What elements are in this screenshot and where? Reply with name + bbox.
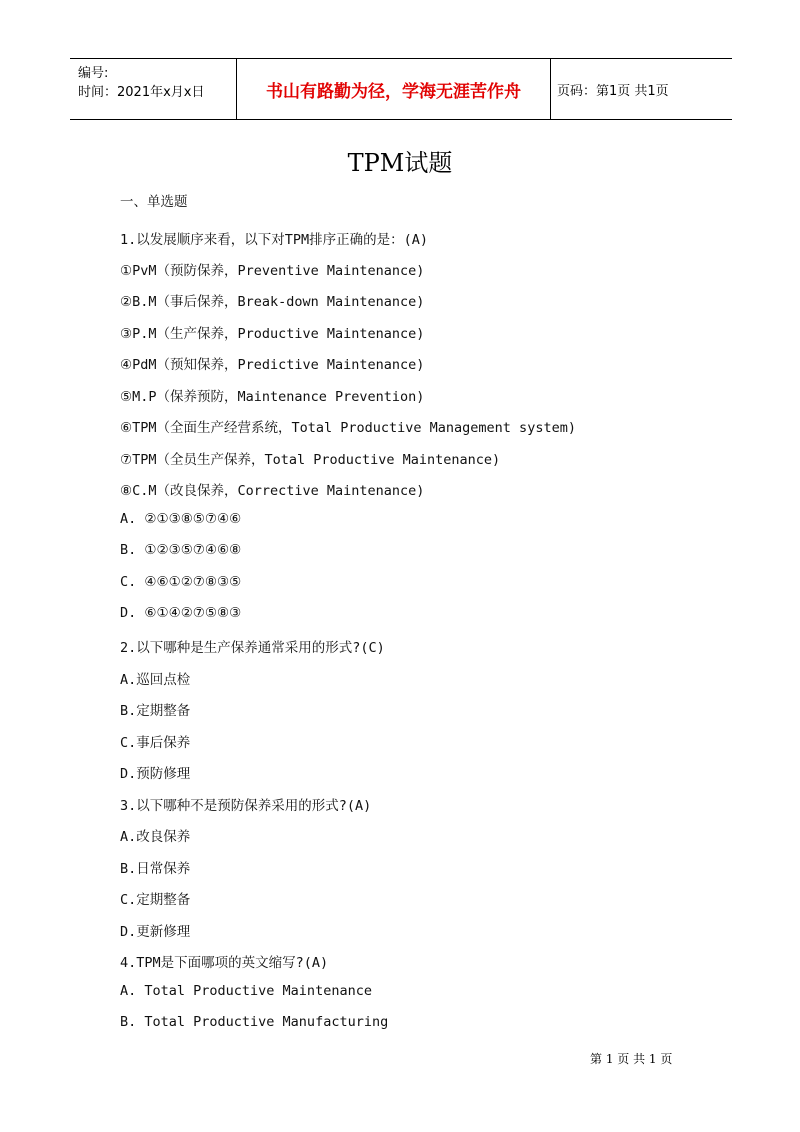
code-label: 编号: <box>78 66 109 81</box>
question-line: 2.以下哪种是生产保养通常采用的形式?(C) <box>120 640 385 656</box>
page-header <box>70 58 732 120</box>
option-line: ②B.M（事后保养，Break-down Maintenance) <box>120 294 425 310</box>
option-line: ⑧C.M（改良保养，Corrective Maintenance) <box>120 483 425 499</box>
answer-choice: A.巡回点检 <box>120 672 191 688</box>
section-heading: 一、单选题 <box>120 194 188 210</box>
option-line: ⑥TPM（全面生产经营系统，Total Productive Management system) <box>120 420 576 436</box>
answer-choice: A. ②①③⑧⑤⑦④⑥ <box>120 511 242 527</box>
option-line: ⑤M.P（保养预防，Maintenance Prevention) <box>120 389 425 405</box>
question-line: 3.以下哪种不是预防保养采用的形式?(A) <box>120 798 372 814</box>
answer-choice: C. ④⑥①②⑦⑧③⑤ <box>120 574 242 590</box>
motto-text: 书山有路勤为径，学海无涯苦作舟 <box>266 82 521 102</box>
header-page-cell <box>551 59 732 119</box>
question-line: 1.以发展顺序来看，以下对TPM排序正确的是：(A) <box>120 232 429 248</box>
header-motto-cell <box>237 59 551 119</box>
answer-choice: D.预防修理 <box>120 766 191 782</box>
option-line: ③P.M（生产保养，Productive Maintenance) <box>120 326 425 342</box>
option-line: ①PvM（预防保养，Preventive Maintenance) <box>120 263 425 279</box>
time-label: 时间：2021年x月x日 <box>78 85 205 100</box>
answer-choice: B.日常保养 <box>120 861 191 877</box>
answer-choice: B. Total Productive Manufacturing <box>120 1014 389 1030</box>
page-label: 页码：第1页 共1页 <box>557 84 669 99</box>
answer-choice: C.事后保养 <box>120 735 191 751</box>
answer-choice: C.定期整备 <box>120 892 191 908</box>
option-line: ④PdM（预知保养，Predictive Maintenance) <box>120 357 425 373</box>
header-info-cell <box>70 59 237 119</box>
question-line: 4.TPM是下面哪项的英文缩写?(A) <box>120 955 329 971</box>
answer-choice: B. ①②③⑤⑦④⑥⑧ <box>120 542 242 558</box>
answer-choice: A. Total Productive Maintenance <box>120 983 372 999</box>
answer-choice: B.定期整备 <box>120 703 191 719</box>
answer-choice: D.更新修理 <box>120 924 191 940</box>
answer-choice: A.改良保养 <box>120 829 191 845</box>
page-footer: 第 1 页 共 1 页 <box>590 1052 673 1066</box>
page-title: TPM试题 <box>347 149 453 177</box>
answer-choice: D. ⑥①④②⑦⑤⑧③ <box>120 605 242 621</box>
option-line: ⑦TPM（全员生产保养，Total Productive Maintenance) <box>120 452 501 468</box>
